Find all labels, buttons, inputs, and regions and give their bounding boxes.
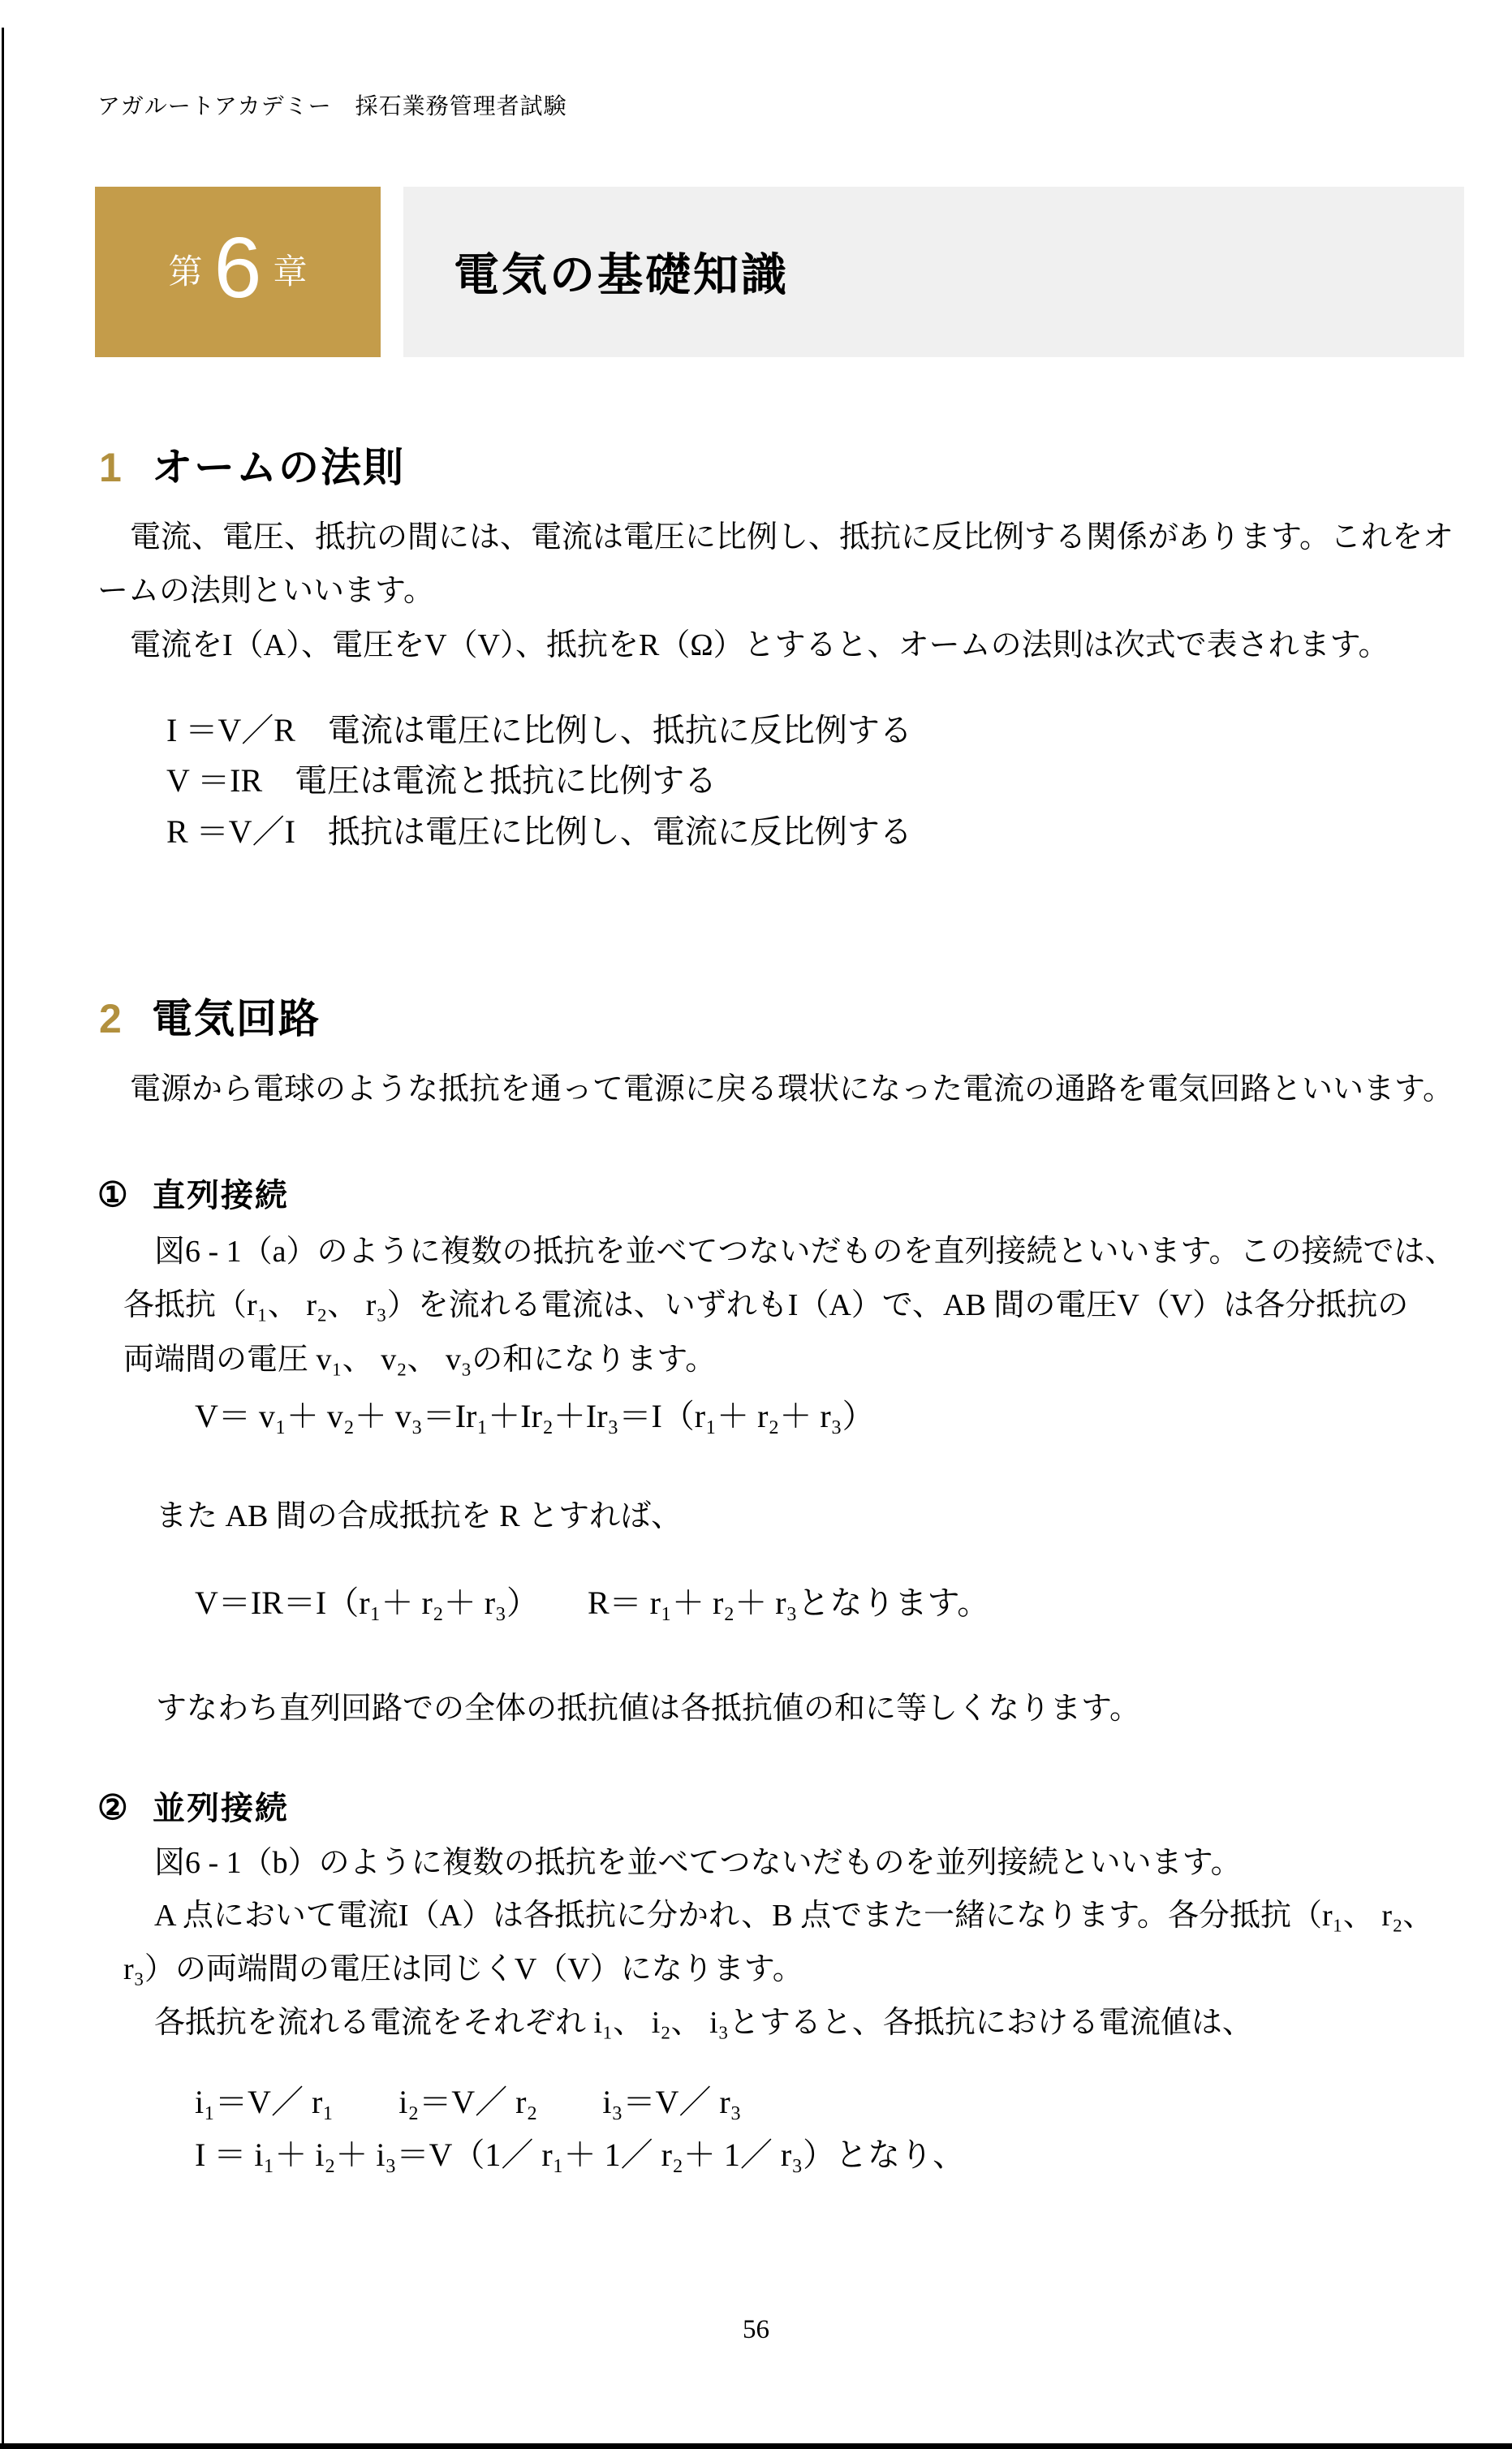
paragraph-line: 電源から電球のような抵抗を通って電源に戻る環状になった電流の通路を電気回路といいます。	[130, 1072, 1454, 1106]
chapter-title: 電気の基礎知識	[454, 249, 789, 300]
paragraph-line: ームの法則といいます。	[97, 574, 434, 608]
paragraph-line: 各抵抗（r₁、 r₂、 r₃）を流れる電流は、いずれもI（A）で、AB 間の電圧V（V）は各分抵抗の	[123, 1288, 1409, 1322]
chapter-prefix: 第	[168, 252, 203, 291]
formula-line: R ＝V／I 抵抗は電圧に比例し、電流に反比例する	[166, 813, 912, 850]
chapter-number-block	[95, 187, 381, 357]
paragraph-line: 図6 - 1（a）のように複数の抵抗を並べてつないだものを直列接続といいます。この接続では、	[154, 1235, 1456, 1269]
paragraph-line: 各抵抗を流れる電流をそれぞれ i₁、 i₂、 i₃とすると、各抵抗における電流値は、	[154, 2006, 1253, 2040]
paragraph-line: A 点において電流I（A）は各抵抗に分かれ、B 点でまた一緒になります。各分抵抗（r₁、 r₂、	[154, 1899, 1434, 1933]
running-header: アガルートアカデミー 採石業務管理者試験	[97, 94, 567, 119]
section1-number: 1	[99, 445, 122, 490]
section2-number: 2	[99, 996, 122, 1041]
page-bottom-border	[0, 2443, 1512, 2449]
chapter-suffix: 章	[273, 252, 308, 291]
paragraph-line: 両端間の電圧 v₁、 v₂、 v₃の和になります。	[123, 1343, 717, 1377]
paragraph-line: 電流をI（A）、電圧をV（V）、抵抗をR（Ω）とすると、オームの法則は次式で表されます。	[130, 628, 1389, 662]
paragraph-line: r₃）の両端間の電圧は同じくV（V）になります。	[123, 1952, 803, 1986]
page-number: 56	[743, 2315, 769, 2344]
chapter-number: 6	[213, 220, 262, 316]
formula-line: V ＝IR 電圧は電流と抵抗に比例する	[166, 762, 717, 799]
subsection2-marker: ②	[97, 1790, 128, 1827]
paragraph-line: 電流、電圧、抵抗の間には、電流は電圧に比例し、抵抗に反比例する関係があります。これをオ	[130, 520, 1454, 554]
section1-title: オームの法則	[152, 445, 405, 490]
chapter-title-band	[403, 187, 1464, 357]
paragraph-line: 図6 - 1（b）のように複数の抵抗を並べてつないだものを並列接続といいます。	[154, 1846, 1242, 1880]
formula-line: I ＝V／R 電流は電圧に比例し、抵抗に反比例する	[166, 712, 912, 748]
paragraph-line: すなわち直列回路での全体の抵抗値は各抵抗値の和に等しくなります。	[156, 1692, 1140, 1726]
paragraph-line: また AB 間の合成抵抗を R とすれば、	[156, 1499, 683, 1533]
subsection1-marker: ①	[97, 1177, 128, 1214]
page-left-border	[2, 28, 4, 2449]
formula-line: I ＝ i₁＋ i₂＋ i₃＝V（1／ r₁＋ 1／ r₂＋ 1／ r₃）となり、	[195, 2136, 966, 2173]
subsection1-title: 直列接続	[153, 1178, 289, 1214]
formula-line: V＝IR＝I（r₁＋ r₂＋ r₃） R＝ r₁＋ r₂＋ r₃となります。	[195, 1585, 990, 1621]
subsection2-title: 並列接続	[153, 1791, 289, 1826]
section2-title: 電気回路	[152, 996, 321, 1041]
formula-line: i₁＝V／ r₁ i₂＝V／ r₂ i₃＝V／ r₃	[195, 2084, 742, 2120]
formula-line: V＝ v₁＋ v₂＋ v₃＝Ir₁＋Ir₂＋Ir₃＝I（r₁＋ r₂＋ r₃）	[195, 1398, 875, 1434]
